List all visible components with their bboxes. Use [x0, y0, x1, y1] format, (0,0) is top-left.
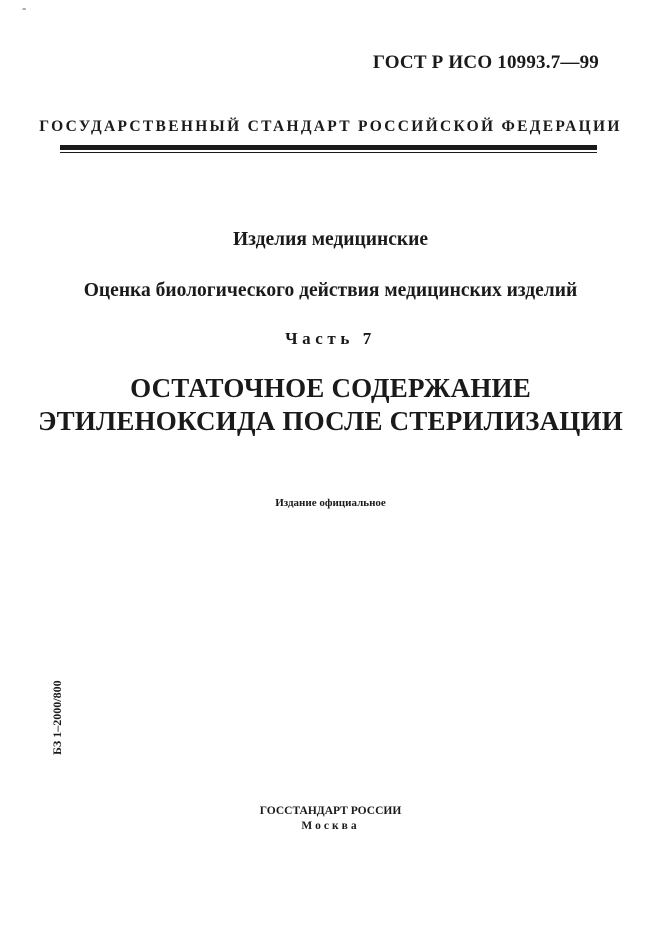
corner-mark: -	[22, 0, 27, 15]
publisher: ГОССТАНДАРТ РОССИИ	[259, 805, 402, 817]
state-standard-heading: ГОСУДАРСТВЕННЫЙ СТАНДАРТ РОССИЙСКОЙ ФЕДЕРАЦИИ	[39, 118, 622, 135]
main-title-line-1: ОСТАТОЧНОЕ СОДЕРЖАНИЕ	[130, 373, 531, 403]
part-label: Часть 7	[285, 329, 376, 348]
title-line-1: Изделия медицинские	[232, 229, 429, 250]
vertical-code: БЗ 1–2000/800	[50, 680, 64, 755]
main-title	[0, 372, 661, 438]
main-title-line-2: ЭТИЛЕНОКСИДА ПОСЛЕ СТЕРИЛИЗАЦИИ	[38, 406, 623, 436]
title-line-2: Оценка биологического действия медицинских изделий	[83, 280, 578, 301]
city: Москва	[301, 820, 360, 832]
document-number: ГОСТ Р ИСО 10993.7—99	[372, 52, 599, 73]
header-rule-thin	[60, 152, 597, 153]
edition-label: Издание официальное	[275, 497, 386, 509]
header-rule-thick	[60, 145, 597, 150]
